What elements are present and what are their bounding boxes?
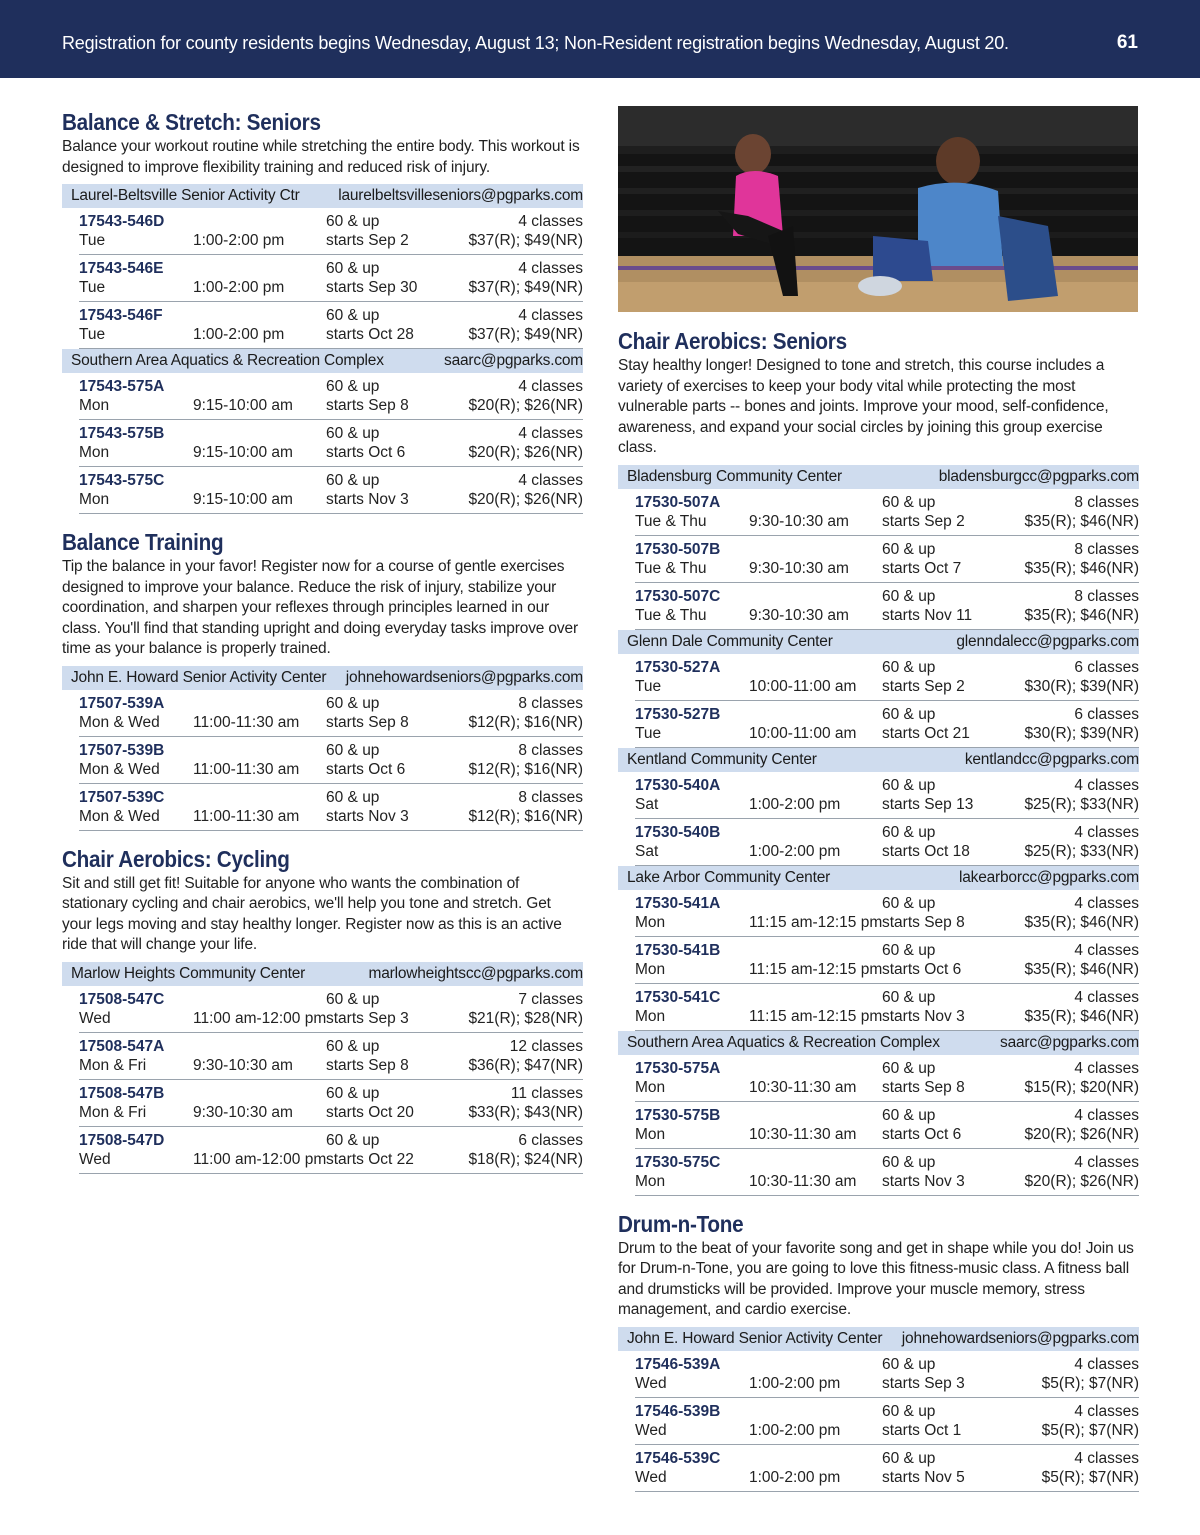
class-age: 60 & up [882, 1355, 936, 1373]
class-start: starts Oct 22 [326, 1150, 414, 1168]
class-start: starts Nov 3 [882, 1172, 965, 1190]
class-row [635, 1102, 1139, 1149]
class-age: 60 & up [882, 776, 936, 794]
class-count: 4 classes [1074, 823, 1139, 841]
class-age: 60 & up [326, 1084, 380, 1102]
venue-header [618, 1327, 1139, 1351]
venue-header [62, 666, 583, 690]
class-count: 8 classes [1074, 493, 1139, 511]
venue-email[interactable]: johnehowardseniors@pgparks.com [901, 1329, 1139, 1347]
class-time: 9:15-10:00 am [193, 444, 293, 461]
class-code: 17507-539C [79, 788, 165, 806]
class-age: 60 & up [882, 823, 936, 841]
class-age: 60 & up [882, 941, 936, 959]
class-age: 60 & up [882, 1153, 936, 1171]
venue-email[interactable]: marlowheightscc@pgparks.com [368, 964, 583, 982]
class-days: Tue [79, 326, 106, 343]
class-code: 17530-540A [635, 776, 721, 794]
class-days: Mon [79, 397, 110, 414]
class-count: 4 classes [1074, 894, 1139, 912]
class-days: Tue [79, 232, 106, 249]
class-age: 60 & up [882, 1449, 936, 1467]
class-start: starts Oct 21 [882, 724, 970, 742]
class-row [635, 890, 1139, 937]
course-section [62, 108, 583, 514]
class-count: 4 classes [518, 425, 583, 442]
class-start: starts Oct 7 [882, 559, 962, 577]
class-days: Mon [635, 1125, 666, 1143]
class-start: starts Nov 3 [326, 807, 409, 825]
class-code: 17508-547C [79, 990, 165, 1008]
class-row [635, 1149, 1139, 1196]
class-row [79, 255, 583, 302]
class-code: 17530-527A [635, 658, 721, 676]
class-time: 9:15-10:00 am [193, 491, 293, 508]
class-row [79, 986, 583, 1033]
class-days: Mon & Fri [79, 1103, 147, 1121]
class-count: 6 classes [518, 1131, 583, 1149]
class-start: starts Sep 2 [326, 232, 409, 249]
class-time: 10:30-11:30 am [749, 1078, 857, 1096]
venue-header [618, 630, 1139, 654]
class-start: starts Oct 1 [882, 1421, 962, 1439]
class-age: 60 & up [326, 472, 380, 489]
class-days: Mon & Wed [79, 760, 160, 778]
class-code: 17530-541A [635, 894, 721, 912]
class-count: 4 classes [1074, 988, 1139, 1006]
venue-header [618, 1031, 1139, 1055]
course-description: Sit and still get fit! Suitable for anyone who wants the combination of stationary cycling and chair aerobics, we'll help you tone and stretch. Get your legs moving and stay healthy longer. Register now as this is an active ride that will change your life. [62, 874, 562, 953]
class-fee: $37(R); $49(NR) [468, 232, 583, 249]
class-count: 8 classes [518, 788, 583, 806]
class-age: 60 & up [326, 741, 380, 759]
class-count: 11 classes [510, 1084, 583, 1102]
class-days: Sat [635, 842, 659, 860]
class-fee: $20(R); $26(NR) [1024, 1172, 1139, 1190]
class-time: 11:15 am-12:15 pm [749, 1007, 883, 1025]
class-row [79, 1127, 583, 1174]
class-count: 7 classes [518, 990, 583, 1008]
class-start: starts Sep 3 [882, 1374, 965, 1392]
class-start: starts Sep 3 [326, 1009, 409, 1027]
class-count: 4 classes [518, 472, 583, 489]
class-code: 17546-539C [635, 1449, 721, 1467]
class-code: 17530-540B [635, 823, 721, 841]
class-code: 17530-507B [635, 540, 721, 558]
class-fee: $33(R); $43(NR) [468, 1103, 583, 1121]
class-fee: $35(R); $46(NR) [1024, 960, 1139, 978]
class-code: 17530-527B [635, 705, 721, 723]
class-row [635, 984, 1139, 1031]
class-code: 17530-541C [635, 988, 721, 1006]
course-title: Balance & Stretch: Seniors [62, 109, 321, 135]
class-fee: $5(R); $7(NR) [1041, 1374, 1139, 1392]
class-code: 17543-546D [79, 213, 165, 230]
class-code: 17530-507A [635, 493, 721, 511]
class-fee: $20(R); $26(NR) [468, 444, 583, 461]
class-time: 11:15 am-12:15 pm [749, 960, 883, 978]
class-fee: $35(R); $46(NR) [1024, 512, 1139, 530]
class-start: starts Nov 3 [326, 491, 409, 508]
class-time: 1:00-2:00 pm [749, 1374, 841, 1392]
class-start: starts Oct 6 [326, 444, 406, 461]
class-code: 17508-547D [79, 1131, 165, 1149]
class-age: 60 & up [882, 493, 936, 511]
class-start: starts Nov 3 [882, 1007, 965, 1025]
venue-email[interactable]: kentlandcc@pgparks.com [964, 750, 1139, 768]
registration-notice: Registration for county residents begins Wednesday, August 13; Non-Resident registration begins Wednesday, August 20. [62, 33, 1009, 53]
class-row [635, 654, 1139, 701]
class-count: 4 classes [518, 307, 583, 324]
class-days: Mon [635, 960, 666, 978]
class-fee: $20(R); $26(NR) [468, 491, 583, 508]
class-age: 60 & up [882, 1402, 936, 1420]
class-fee: $35(R); $46(NR) [1024, 913, 1139, 931]
course-title: Chair Aerobics: Seniors [618, 328, 847, 354]
class-days: Mon & Fri [79, 1056, 147, 1074]
class-time: 1:00-2:00 pm [749, 795, 841, 813]
class-count: 8 classes [518, 741, 583, 759]
class-code: 17507-539A [79, 694, 165, 712]
class-age: 60 & up [326, 1131, 380, 1149]
class-count: 6 classes [1074, 705, 1139, 723]
class-time: 11:00-11:30 am [193, 807, 300, 825]
course-section [618, 327, 1139, 1196]
class-time: 1:00-2:00 pm [749, 842, 841, 860]
class-time: 11:00 am-12:00 pm [193, 1009, 327, 1027]
class-days: Mon [635, 1007, 666, 1025]
class-row [79, 1033, 583, 1080]
course-description: Drum to the beat of your favorite song and get in shape while you do! Join us for Drum-n-Tone, you are going to love this fitness-music class. A fitness ball and drumsticks will be provided. Improve your muscle memory, stress management, and cardio exercise. [618, 1239, 1134, 1318]
class-days: Tue & Thu [635, 512, 707, 530]
class-row [79, 373, 583, 420]
class-start: starts Sep 2 [882, 677, 965, 695]
class-time: 9:15-10:00 am [193, 397, 293, 414]
class-start: starts Sep 13 [882, 795, 974, 813]
class-fee: $5(R); $7(NR) [1041, 1421, 1139, 1439]
class-time: 9:30-10:30 am [193, 1103, 293, 1121]
class-fee: $12(R); $16(NR) [468, 713, 583, 731]
class-time: 10:30-11:30 am [749, 1125, 857, 1143]
venue-header [62, 962, 583, 986]
class-time: 10:00-11:00 am [749, 677, 857, 695]
class-days: Wed [79, 1009, 111, 1027]
class-days: Tue [79, 279, 106, 296]
class-fee: $35(R); $46(NR) [1024, 1007, 1139, 1025]
class-code: 17508-547A [79, 1037, 165, 1055]
class-start: starts Oct 6 [882, 1125, 962, 1143]
class-age: 60 & up [326, 307, 380, 324]
class-count: 4 classes [518, 378, 583, 395]
class-row [79, 208, 583, 255]
class-row [635, 819, 1139, 866]
class-row [635, 1351, 1139, 1398]
class-days: Mon & Wed [79, 807, 160, 825]
venue-email[interactable]: glenndalecc@pgparks.com [956, 632, 1139, 650]
class-time: 11:15 am-12:15 pm [749, 913, 883, 931]
class-time: 1:00-2:00 pm [749, 1468, 841, 1486]
venue-name: John E. Howard Senior Activity Center [71, 668, 327, 686]
class-fee: $20(R); $26(NR) [1024, 1125, 1139, 1143]
class-days: Mon [635, 1172, 666, 1190]
class-count: 4 classes [1074, 776, 1139, 794]
class-code: 17530-575B [635, 1106, 721, 1124]
class-time: 1:00-2:00 pm [749, 1421, 841, 1439]
class-code: 17543-575B [79, 425, 165, 442]
class-start: starts Sep 8 [882, 913, 965, 931]
class-row [79, 690, 583, 737]
class-row [79, 784, 583, 831]
class-fee: $5(R); $7(NR) [1041, 1468, 1139, 1486]
left-column [62, 108, 583, 1188]
class-age: 60 & up [882, 894, 936, 912]
class-start: starts Oct 18 [882, 842, 970, 860]
class-age: 60 & up [326, 990, 380, 1008]
class-time: 1:00-2:00 pm [193, 279, 285, 296]
class-age: 60 & up [882, 540, 936, 558]
class-code: 17543-546E [79, 260, 164, 277]
class-age: 60 & up [326, 378, 380, 395]
class-code: 17507-539B [79, 741, 165, 759]
right-column [618, 327, 1139, 1506]
class-count: 6 classes [1074, 658, 1139, 676]
class-time: 9:30-10:30 am [749, 512, 849, 530]
class-code: 17546-539A [635, 1355, 721, 1373]
class-days: Mon & Wed [79, 713, 160, 731]
class-start: starts Oct 20 [326, 1103, 414, 1121]
class-age: 60 & up [882, 658, 936, 676]
class-row [635, 701, 1139, 748]
class-fee: $12(R); $16(NR) [468, 807, 583, 825]
class-time: 10:00-11:00 am [749, 724, 857, 742]
venue-header [618, 465, 1139, 489]
class-fee: $30(R); $39(NR) [1024, 677, 1139, 695]
class-days: Wed [79, 1150, 111, 1168]
venue-name: Southern Area Aquatics & Recreation Complex [627, 1033, 940, 1051]
course-description: Tip the balance in your favor! Register now for a course of gentle exercises designed to improve your balance. Reduce the risk of injury, stabilize your coordination, and sharpen your reflexes through principles learned in our class. You'll find that standing upright and doing everyday tasks improve over time as your balance is properly trained. [62, 558, 578, 657]
class-start: starts Sep 2 [882, 512, 965, 530]
class-fee: $30(R); $39(NR) [1024, 724, 1139, 742]
venue-email[interactable]: saarc@pgparks.com [1000, 1033, 1139, 1051]
class-fee: $15(R); $20(NR) [1024, 1078, 1139, 1096]
class-row [79, 1080, 583, 1127]
class-row [635, 772, 1139, 819]
course-title: Balance Training [62, 529, 224, 555]
course-description: Stay healthy longer! Designed to tone and stretch, this course includes a variety of exercises to keep your body vital while protecting the most vulnerable parts -- bones and joints. Improve your mood, self-confidence, awareness, and expand your social circles by joining this group exercise class. [618, 357, 1109, 456]
class-start: starts Sep 8 [326, 1056, 409, 1074]
venue-name: Marlow Heights Community Center [71, 964, 306, 982]
venue-email[interactable]: lakearborcc@pgparks.com [959, 868, 1139, 886]
class-row [635, 1398, 1139, 1445]
class-fee: $20(R); $26(NR) [468, 397, 583, 414]
class-fee: $35(R); $46(NR) [1024, 559, 1139, 577]
venue-email[interactable]: laurelbeltsvilleseniors@pgparks.com [338, 187, 583, 204]
class-count: 4 classes [518, 213, 583, 230]
class-age: 60 & up [326, 788, 380, 806]
class-start: starts Oct 28 [326, 326, 414, 343]
class-days: Wed [635, 1374, 667, 1392]
class-time: 11:00-11:30 am [193, 760, 300, 778]
class-code: 17543-546F [79, 307, 163, 324]
class-start: starts Sep 30 [326, 279, 418, 296]
class-fee: $37(R); $49(NR) [468, 326, 583, 343]
class-age: 60 & up [326, 1037, 380, 1055]
course-title: Chair Aerobics: Cycling [62, 845, 290, 872]
course-section [62, 845, 583, 1174]
venue-email[interactable]: bladensburgcc@pgparks.com [938, 467, 1139, 485]
class-start: starts Nov 5 [882, 1468, 965, 1486]
class-days: Tue [635, 677, 662, 695]
class-fee: $21(R); $28(NR) [468, 1009, 583, 1027]
class-days: Wed [635, 1421, 667, 1439]
class-count: 8 classes [1074, 540, 1139, 558]
venue-name: Southern Area Aquatics & Recreation Complex [71, 352, 384, 369]
class-row [79, 302, 583, 349]
class-row [635, 489, 1139, 536]
course-section [618, 1210, 1139, 1492]
venue-name: Lake Arbor Community Center [627, 868, 831, 886]
class-age: 60 & up [326, 694, 380, 712]
class-row [635, 937, 1139, 984]
class-days: Tue [635, 724, 662, 742]
venue-header [62, 349, 583, 373]
class-row [79, 737, 583, 784]
class-days: Tue & Thu [635, 606, 707, 624]
class-time: 10:30-11:30 am [749, 1172, 857, 1190]
venue-name: John E. Howard Senior Activity Center [627, 1329, 883, 1347]
class-start: starts Oct 6 [326, 760, 406, 778]
class-count: 8 classes [518, 694, 583, 712]
class-start: starts Oct 6 [882, 960, 962, 978]
class-fee: $25(R); $33(NR) [1024, 795, 1139, 813]
class-fee: $12(R); $16(NR) [468, 760, 583, 778]
seniors-chair-exercise-photo [618, 106, 1138, 312]
class-age: 60 & up [326, 213, 380, 230]
course-title: Drum-n-Tone [618, 1210, 744, 1237]
class-count: 4 classes [518, 260, 583, 277]
class-days: Tue & Thu [635, 559, 707, 577]
class-fee: $37(R); $49(NR) [468, 279, 583, 296]
class-code: 17530-575C [635, 1153, 721, 1171]
class-code: 17543-575A [79, 378, 165, 395]
class-count: 12 classes [509, 1037, 583, 1055]
class-fee: $18(R); $24(NR) [468, 1150, 583, 1168]
class-count: 4 classes [1074, 1449, 1139, 1467]
class-time: 9:30-10:30 am [193, 1056, 293, 1074]
class-age: 60 & up [882, 587, 936, 605]
class-time: 11:00-11:30 am [193, 713, 300, 731]
class-row [635, 1445, 1139, 1492]
class-row [635, 583, 1139, 630]
venue-header [618, 748, 1139, 772]
class-time: 1:00-2:00 pm [193, 326, 285, 343]
class-code: 17530-541B [635, 941, 721, 959]
class-code: 17530-575A [635, 1059, 721, 1077]
class-time: 11:00 am-12:00 pm [193, 1150, 327, 1168]
class-start: starts Sep 8 [882, 1078, 965, 1096]
class-code: 17543-575C [79, 472, 165, 489]
class-time: 9:30-10:30 am [749, 559, 849, 577]
venue-name: Kentland Community Center [627, 750, 817, 768]
course-section [62, 528, 583, 831]
class-count: 8 classes [1074, 587, 1139, 605]
class-days: Mon [635, 1078, 666, 1096]
class-code: 17508-547B [79, 1084, 165, 1102]
class-fee: $36(R); $47(NR) [468, 1056, 583, 1074]
class-count: 4 classes [1074, 1106, 1139, 1124]
class-start: starts Nov 11 [882, 606, 973, 624]
class-days: Mon [79, 491, 110, 508]
venue-header [62, 184, 583, 208]
page-header [0, 0, 1200, 78]
class-start: starts Sep 8 [326, 713, 409, 731]
class-age: 60 & up [882, 988, 936, 1006]
class-time: 1:00-2:00 pm [193, 232, 285, 249]
class-count: 4 classes [1074, 1153, 1139, 1171]
class-code: 17530-507C [635, 587, 721, 605]
class-days: Mon [79, 444, 110, 461]
class-start: starts Sep 8 [326, 397, 409, 414]
class-count: 4 classes [1074, 1355, 1139, 1373]
class-age: 60 & up [882, 705, 936, 723]
class-count: 4 classes [1074, 1059, 1139, 1077]
class-row [79, 420, 583, 467]
class-days: Sat [635, 795, 659, 813]
class-count: 4 classes [1074, 941, 1139, 959]
venue-name: Bladensburg Community Center [627, 467, 842, 485]
class-row [635, 536, 1139, 583]
class-row [79, 467, 583, 514]
class-fee: $35(R); $46(NR) [1024, 606, 1139, 624]
class-age: 60 & up [882, 1059, 936, 1077]
class-age: 60 & up [326, 260, 380, 277]
class-time: 9:30-10:30 am [749, 606, 849, 624]
class-age: 60 & up [882, 1106, 936, 1124]
course-description: Balance your workout routine while stretching the entire body. This workout is designed to improve flexibility training and reduced risk of injury. [62, 138, 580, 176]
venue-email[interactable]: saarc@pgparks.com [444, 352, 583, 369]
class-days: Mon [635, 913, 666, 931]
class-code: 17546-539B [635, 1402, 721, 1420]
class-days: Wed [635, 1468, 667, 1486]
class-age: 60 & up [326, 425, 380, 442]
venue-name: Laurel-Beltsville Senior Activity Ctr [71, 187, 300, 204]
page-number: 61 [1116, 32, 1138, 53]
class-count: 4 classes [1074, 1402, 1139, 1420]
venue-name: Glenn Dale Community Center [627, 632, 833, 650]
class-fee: $25(R); $33(NR) [1024, 842, 1139, 860]
venue-email[interactable]: johnehowardseniors@pgparks.com [345, 668, 583, 686]
class-row [635, 1055, 1139, 1102]
venue-header [618, 866, 1139, 890]
